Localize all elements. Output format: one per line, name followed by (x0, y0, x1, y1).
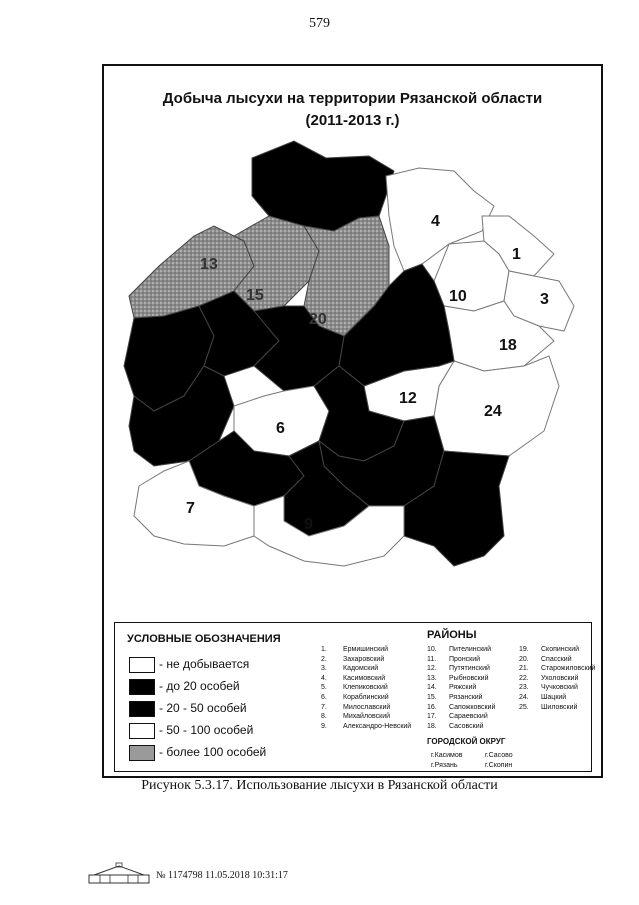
district-row: 14. Ряжский (427, 684, 477, 692)
district-row: 12. Путятинский (427, 665, 490, 673)
city-item: г.Касимов (431, 752, 463, 759)
legend-title: УСЛОВНЫЕ ОБОЗНАЧЕНИЯ (127, 633, 281, 645)
map-label-4: 4 (431, 213, 440, 230)
districts-title: РАЙОНЫ (427, 629, 477, 641)
district-row: 2. Захаровский (321, 655, 385, 663)
city-item: г.Рязань (431, 762, 458, 769)
map-label-18: 18 (499, 337, 517, 354)
city-item: г.Сасово (485, 752, 513, 759)
legend-box: УСЛОВНЫЕ ОБОЗНАЧЕНИЯ - не добывается - до 20 особей - 20 - 50 особей - 50 - 100 особей - более 100 особей РАЙОНЫ 1. Ермишинский 2. Захаровский 3. Кадомский 4. Касимовский 5. Клепиковский 6. Кораблинский 7. Милославский 8. Михайловский 9. Александро-Невский 10. Пителинский 11. Пронский 12. Путятинский 13. Рыбновский 14. Ряжский 15. Рязанский 16. Сапожковский 17. Сараевский 18. Сасовский 19. Скопинский 20. Спасский 21. Старожиловский 22. Ухоловский 23. Чучковский 24. Шацкий 25. Шиловский ГОРОДСКОЙ ОКРУГ г.Касимов г.Сасово г.Рязань г.Скопин (114, 622, 592, 772)
city-item: г.Скопин (485, 762, 513, 769)
map-title: Добыча лысухи на территории Рязанской области (2011-2013 г.) (162, 90, 543, 129)
map-label-1: 1 (512, 246, 521, 263)
district-row: 9. Александро-Невский (321, 722, 412, 730)
legend-swatch (129, 723, 155, 739)
district-row: 25. Шиловский (519, 703, 578, 711)
map-frame (102, 64, 603, 778)
region-map (104, 66, 601, 616)
district-row: 8. Михайловский (321, 713, 391, 721)
document-stamp: № 1174798 11.05.2018 10:31:17 (156, 870, 288, 881)
district-row: 21. Старожиловский (519, 665, 596, 673)
district-row: 10. Пителинский (427, 646, 491, 653)
legend-swatch (129, 745, 155, 761)
district-list-col1 (321, 645, 411, 731)
district-row: 11. Пронский (427, 655, 481, 663)
district-row: 3. Кадомский (321, 665, 379, 673)
district-row: 22. Ухоловский (519, 674, 579, 682)
map-label-15: 15 (246, 287, 264, 304)
district-row: 13. Рыбновский (427, 674, 489, 682)
district-row: 5. Клепиковский (321, 684, 388, 692)
district-row: 15. Рязанский (427, 693, 483, 701)
district-row: 7. Милославский (321, 703, 391, 711)
map-label-6: 6 (276, 420, 285, 437)
district-row: 1. Ермишинский (321, 646, 389, 653)
figure-caption: Рисунок 5.3.17. Использование лысухи в Рязанской области (141, 778, 498, 793)
district-row: 16. Сапожковский (427, 703, 496, 711)
map-label-9: 9 (304, 516, 313, 533)
page-number: 579 (309, 16, 330, 31)
legend-swatch (129, 657, 155, 673)
map-label-13: 13 (200, 256, 218, 273)
district-row: 19. Скопинский (519, 646, 580, 653)
district-row: 23. Чучковский (519, 684, 578, 692)
map-label-7: 7 (186, 500, 195, 517)
district-row: 17. Сараевский (427, 713, 488, 721)
building-seal-icon (88, 862, 150, 884)
city-districts-list (431, 751, 541, 771)
legend-swatch (129, 679, 155, 695)
district-row: 20. Спасский (519, 655, 572, 663)
map-label-20: 20 (309, 311, 327, 328)
legend-swatch (129, 701, 155, 717)
map-label-12: 12 (399, 390, 417, 407)
map-label-24: 24 (484, 403, 502, 420)
district-row: 6. Кораблинский (321, 693, 389, 701)
district-list-col2 (427, 645, 495, 731)
map-label-3: 3 (540, 291, 549, 308)
city-districts-title: ГОРОДСКОЙ ОКРУГ (427, 737, 506, 746)
district-list-col3 (519, 645, 595, 712)
map-label-10: 10 (449, 288, 467, 305)
district-row: 4. Касимовский (321, 674, 386, 682)
district-row: 24. Шацкий (519, 693, 567, 701)
district-row: 18. Сасовский (427, 722, 484, 730)
